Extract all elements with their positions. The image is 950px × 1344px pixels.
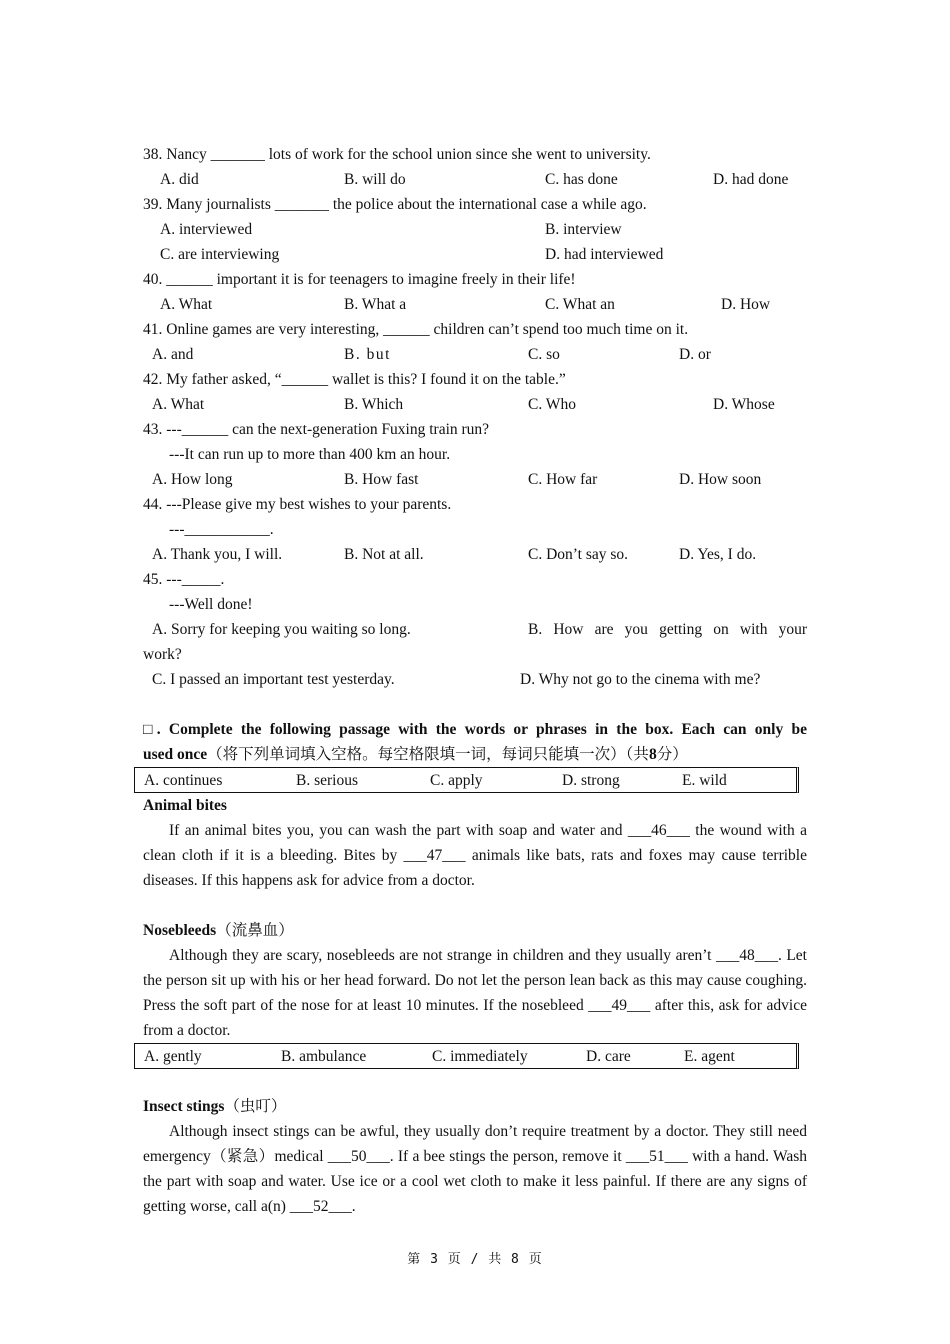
option-c: C. so [528,346,560,363]
option-a: A. What [160,296,213,313]
question-43: 43. ---______ can the next-generation Fuxing train run? [143,421,490,438]
option-b: B. will do [344,171,406,188]
question-39-options-cd [143,242,807,267]
passage-title-nosebleeds: Nosebleeds（流鼻血） [143,922,294,939]
word-option: B. ambulance [281,1048,367,1065]
option-c: C. Who [528,396,576,413]
question-42: 42. My father asked, “______ wallet is this? I found it on the table.” [143,371,566,388]
option-b: B. Which [344,396,404,413]
option-b: B. Not at all. [344,546,424,563]
option-c: C. are interviewing [160,246,280,263]
option-b: B. What a [344,296,407,313]
option-d: D. had done [713,171,789,188]
word-option: E. wild [682,772,727,789]
passage-nosebleeds: Although they are scary, nosebleeds are not strange in children and they usually aren’t ___48___. Let the person sit up with his or her head forward. Do not let the person lean back as this may cause coughing. Press the soft part of the nose for at least 10 minutes. If the nosebleed ___49___ after this, ask for advice from a doctor. [143,947,807,1039]
question-44-dialogue: ---___________. [169,521,274,538]
word-option: D. care [586,1048,631,1065]
question-38: 38. Nancy _______ lots of work for the school union since she went to university. [143,146,651,163]
word-box-2 [134,1043,799,1069]
passage-title-animal-bites: Animal bites [143,797,227,814]
question-45-option-b-cont: work? [143,646,182,663]
option-b: B. How fast [344,471,419,488]
passage-insect-stings: Although insect stings can be awful, they usually don’t require treatment by a doctor. They still need emergency（紧急）medical ___50___. If a bee stings the person, remove it ___51___ with a hand. Wash the part with soap and water. Use ice or a cool wet cloth to make it less painful. If there are any signs of getting worse, call a(n) ___52___. [143,1123,807,1215]
question-41-options [143,342,807,367]
option-a: A. How long [152,471,233,488]
option-d: D. How soon [679,471,762,488]
word-option: C. apply [430,772,483,789]
option-c: C. I passed an important test yesterday. [152,671,395,688]
passage-title-insect-stings: Insect stings（虫叮） [143,1098,287,1115]
option-d: D. Why not go to the cinema with me? [520,671,761,688]
option-d: D. How [721,296,771,313]
option-d: D. Yes, I do. [679,546,757,563]
word-option: E. agent [684,1048,735,1065]
passage-animal-bites: If an animal bites you, you can wash the part with soap and water and ___46___ the wound with a clean cloth if it is a bleeding. Bites by ___47___ animals like bats, rats and foxes may cause terrible diseases. If this happens ask for advice from a doctor. [143,822,807,889]
question-38-options [143,167,807,192]
option-c: C. What an [545,296,615,313]
option-d: D. Whose [713,396,775,413]
section-heading: □. Complete the following passage with the words or phrases in the box. Each can only be [143,721,807,738]
option-c: C. Don’t say so. [528,546,629,563]
word-option: D. strong [562,772,620,789]
word-option: A. gently [144,1048,202,1065]
option-c: C. has done [545,171,618,188]
question-40: 40. ______ important it is for teenagers to imagine freely in their life! [143,271,576,288]
question-44-options [143,542,807,567]
question-41: 41. Online games are very interesting, ______ children can’t spend too much time on it. [143,321,689,338]
option-b: B. How are you getting on with your [528,621,807,638]
option-a: A. Thank you, I will. [152,546,283,563]
question-45-dialogue: ---Well done! [169,596,253,613]
option-b: B. interview [545,221,622,238]
question-39-options-ab [143,217,807,242]
question-42-options [143,392,807,417]
word-box-1 [134,767,799,793]
question-40-options [143,292,807,317]
question-45-options-cd [143,667,807,692]
question-39: 39. Many journalists _______ the police about the international case a while ago. [143,196,647,213]
question-45-options-ab [143,617,807,642]
question-45: 45. ---_____. [143,571,225,588]
option-d: D. had interviewed [545,246,664,263]
question-44: 44. ---Please give my best wishes to your parents. [143,496,452,513]
question-43-options [143,467,807,492]
word-option: A. continues [144,772,223,789]
option-b: B. but [344,346,391,363]
option-a: A. Sorry for keeping you waiting so long. [152,621,411,638]
document-page [143,142,807,1219]
page-footer: 第 3 页 / 共 8 页 [407,1252,543,1267]
option-a: A. did [160,171,199,188]
option-a: A. interviewed [160,221,253,238]
option-a: A. What [152,396,205,413]
word-option: B. serious [296,772,358,789]
question-43-dialogue: ---It can run up to more than 400 km an hour. [169,446,451,463]
option-a: A. and [152,346,194,363]
section-heading-line2: used once（将下列单词填入空格。每空格限填一词，每词只能填一次）（共8分） [143,746,688,763]
word-option: C. immediately [432,1048,528,1065]
option-d: D. or [679,346,711,363]
option-c: C. How far [528,471,598,488]
